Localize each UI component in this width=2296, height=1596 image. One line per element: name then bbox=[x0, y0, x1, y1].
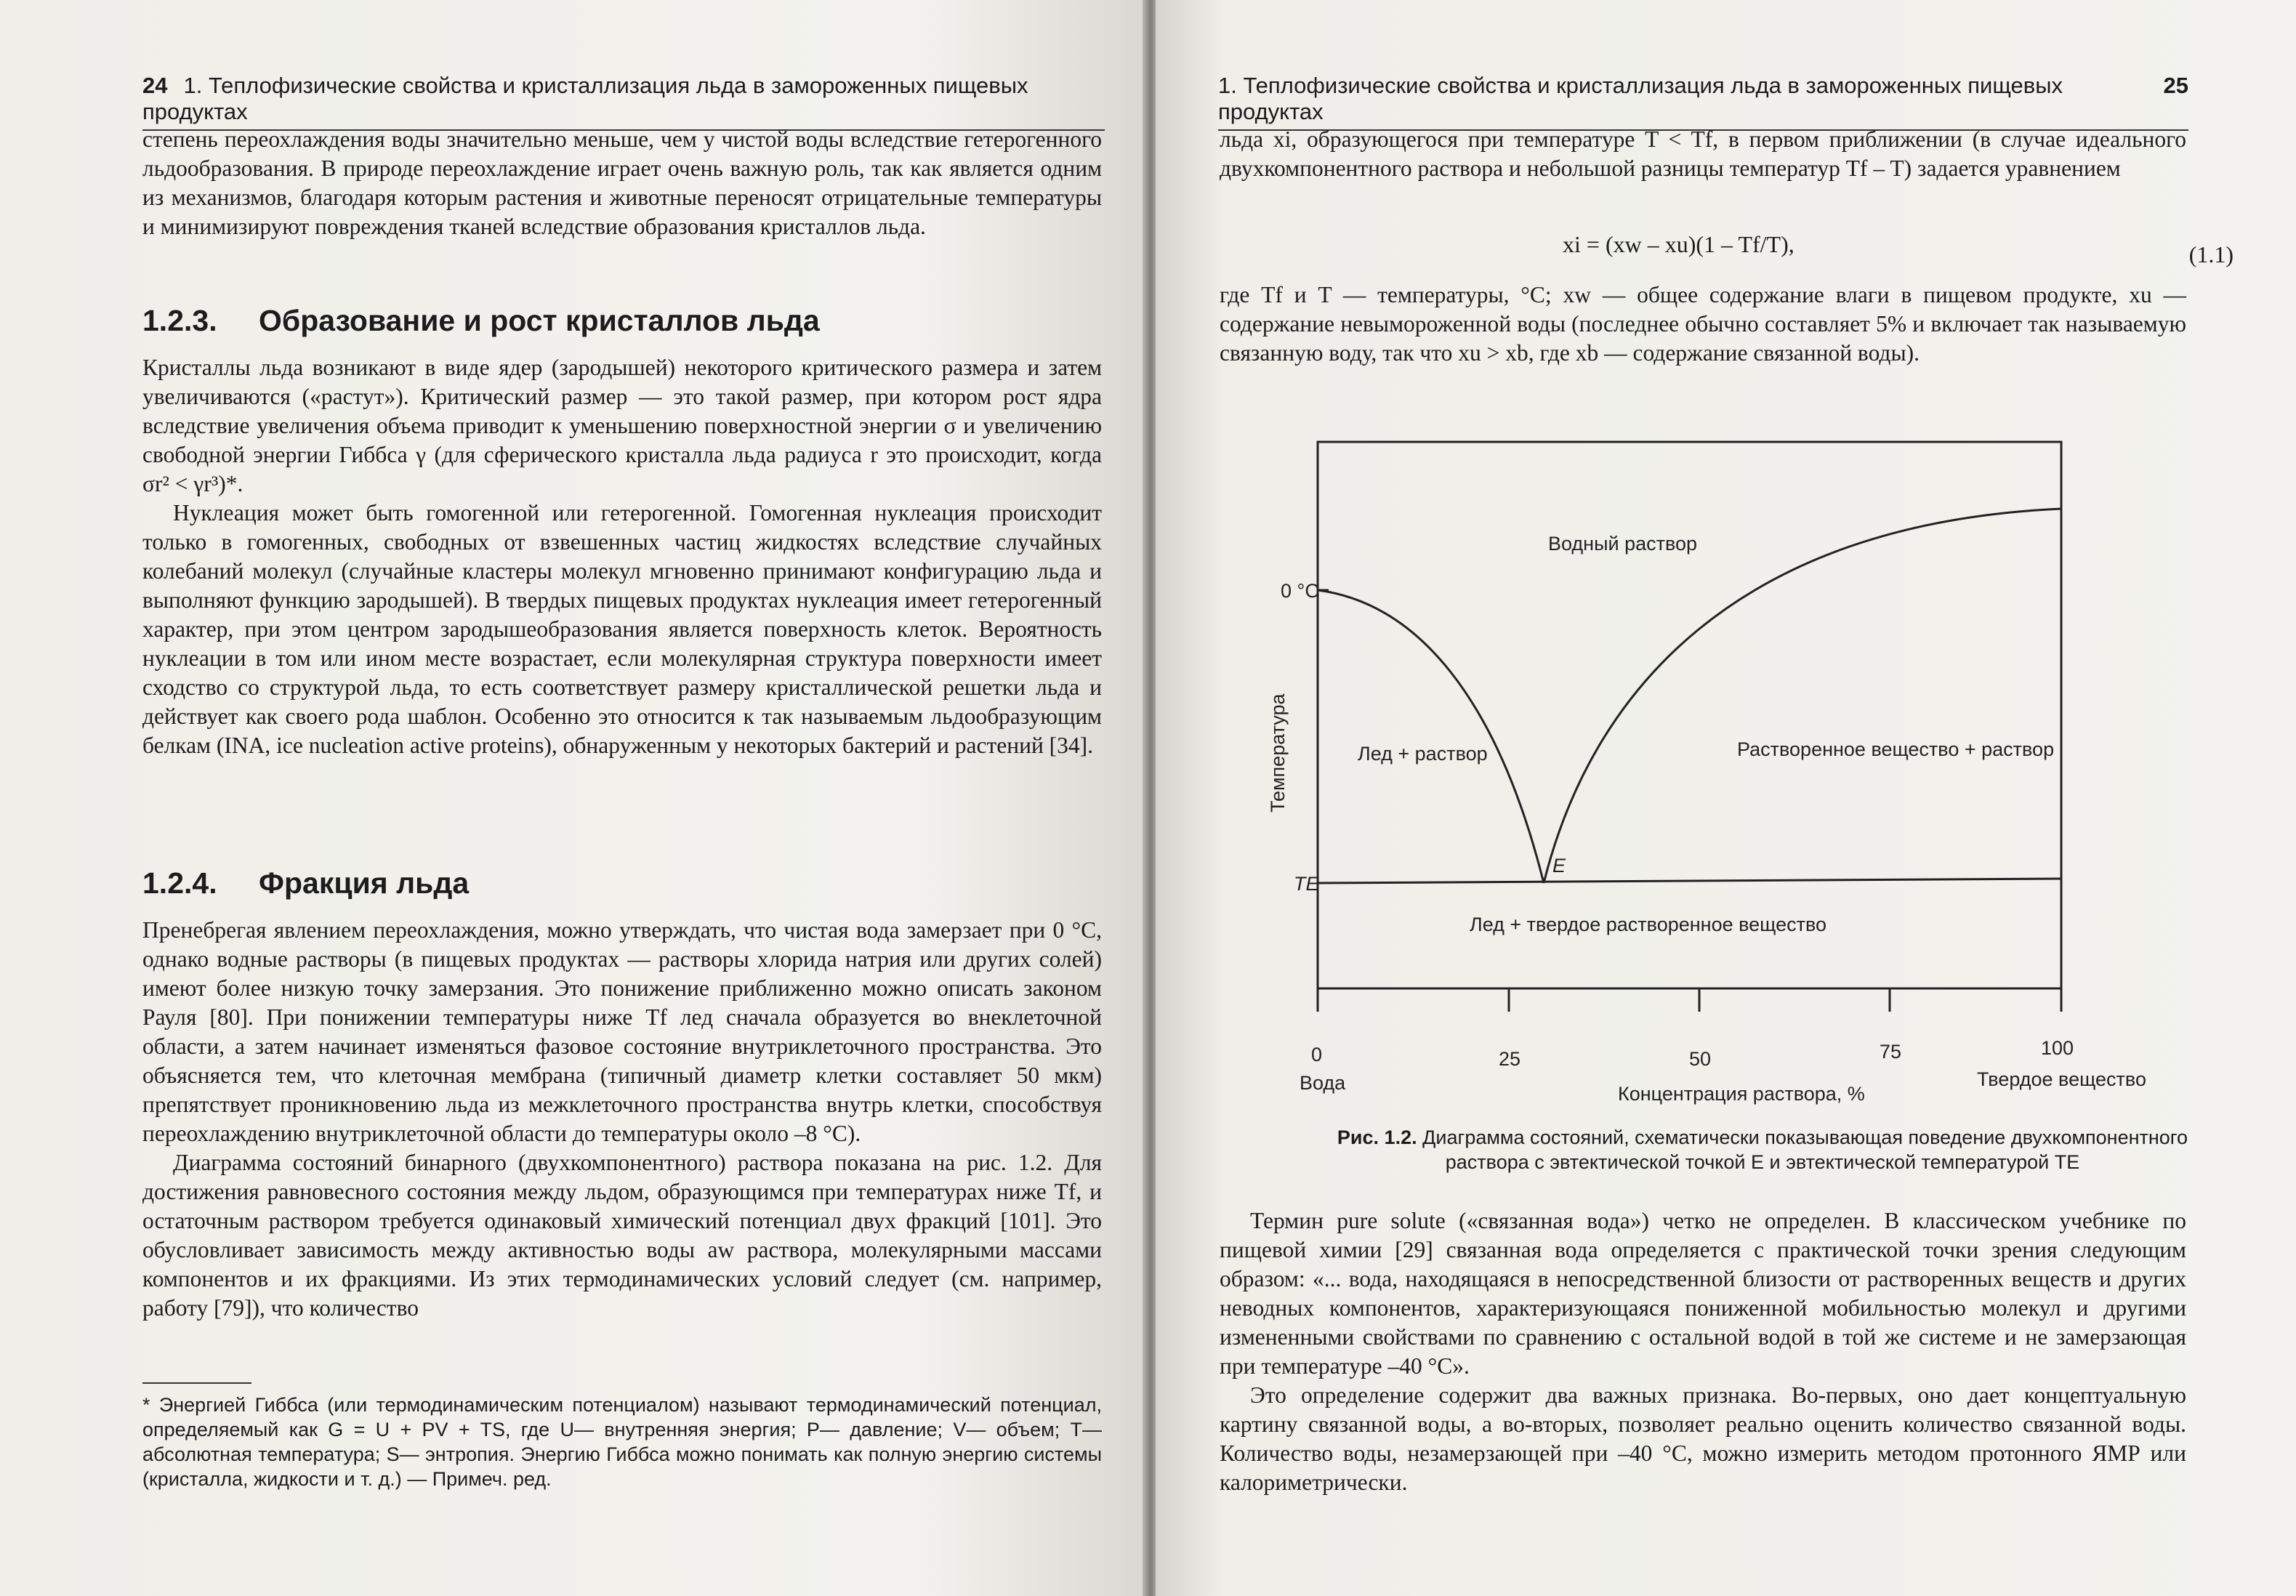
te-label: TE bbox=[1294, 873, 1319, 895]
right-paragraph-3 bbox=[1220, 1206, 2186, 1497]
x-tick-label-0: 0 bbox=[1311, 1044, 1323, 1065]
left-running-title: 1. Теплофизические свойства и кристаллизация льда в замороженных пищевых продуктах bbox=[142, 73, 1028, 124]
section-title: Фракция льда bbox=[259, 866, 470, 900]
x-tick-label-50: 50 bbox=[1689, 1048, 1712, 1070]
paragraph: льда xi, образующегося при температуре T < Tf, в первом приближении (в случае идеального двухкомпонентного раствора и небольшой разницы температур Tf – T) задается уравнением bbox=[1220, 126, 2186, 181]
paragraph: где Tf и T — температуры, °C; xw — общее содержание влаги в пищевом продукте, xu — содержание невымороженной воды (последнее обычно составляет 5% и включает так называемую связанную воду, так что xu > xb, где xb — содержание связанной воды). bbox=[1220, 282, 2186, 366]
region-ice-solid-label: Лед + твердое растворенное вещество bbox=[1470, 914, 1827, 935]
paragraph: Нуклеация может быть гомогенной или гетерогенной. Гомогенная нуклеация происходит только в гомогенных, свободных от взвешенных частиц жидкостях вследствие случайных колебаний молекул (случайные кластеры молекул мгновенно принимают конфигурацию льда и выполняют функцию зародышей). В твердых пищевых продуктах нуклеация имеет гетерогенный характер, при этом центром зародышеобразования является поверхность клеток. Вероятность нуклеации в том или ином месте возрастает, если молекулярная структура поверхности имеет сходство со структурой льда, то есть соответствует размеру кристаллической решетки льда и действует как своего рода шаблон. Особенно это относится к так называемым льдообразующим белкам (INA, ice nucleation active proteins), обнаруженным у некоторых бактерий и растений [34]. bbox=[142, 500, 1102, 758]
paragraph: Термин pure solute («связанная вода») четко не определен. В классическом учебнике по пищевой химии [29] связанная вода определяется с практической точки зрения следующим образом: «... вода, находящаяся в непосредственной близости от растворенных веществ и других неводных компонентов, характеризующаяся пониженной мобильностью молекул и другими измененными свойствами по сравнению с остальной водой в той же системе и не замерзающая при температуре –40 °C». bbox=[1220, 1208, 2186, 1379]
paragraph: Кристаллы льда возникают в виде ядер (зародышей) некоторого критического размера и затем увеличиваются («растут»). Критический размер — это такой размер, при котором рост ядра вследствие увеличения объема приводит к уменьшению поверхностной энергии σ и увеличению свободной энергии Гиббса γ (для сферического кристалла льда радиуса r это происходит, когда σr² < γr³)*. bbox=[142, 355, 1102, 496]
section-2-body bbox=[142, 916, 1102, 1323]
x-axis-label: Концентрация раствора, % bbox=[1618, 1083, 1865, 1105]
footnote-rule bbox=[142, 1382, 251, 1384]
eutectic-line bbox=[1318, 879, 2061, 883]
caption-text: Диаграмма состояний, схематически показывающая поведение двухкомпонентного раствора с эвтектической точкой E и эвтектической температурой TE bbox=[1422, 1127, 2188, 1173]
section-heading-1-2-4 bbox=[142, 866, 469, 900]
figure-caption bbox=[1323, 1125, 2202, 1174]
equation-number: (1.1) bbox=[2188, 241, 2233, 267]
section-heading-1-2-3 bbox=[142, 304, 820, 338]
x-tick-label-25: 25 bbox=[1499, 1048, 1521, 1070]
right-page-number: 25 bbox=[2163, 73, 2188, 98]
eutectic-point-label: E bbox=[1552, 855, 1566, 876]
section-number: 1.2.3. bbox=[142, 304, 217, 337]
intro-paragraph bbox=[142, 125, 1102, 241]
section-number: 1.2.4. bbox=[142, 866, 217, 900]
left-page-number: 24 bbox=[142, 73, 168, 98]
phase-diagram bbox=[1156, 0, 2296, 1134]
section-1-body bbox=[142, 353, 1102, 760]
right-running-title: 1. Теплофизические свойства и кристаллизация льда в замороженных пищевых продуктах bbox=[1218, 73, 2063, 124]
x-left-label: Вода bbox=[1300, 1072, 1346, 1094]
right-page bbox=[1156, 0, 2296, 1596]
paragraph: Диаграмма состояний бинарного (двухкомпонентного) раствора показана на рис. 1.2. Для достижения равновесного состояния между льдом, образующимся при температурах ниже Tf, и остаточным раствором требуется одинаковый химический потенциал двух фракций [101]. Это обусловливает зависимость между активностью воды aw раствора, молекулярными массами компонентов и их фракциями. Из этих термодинамических условий следует (см. например, работу [79]), что количество bbox=[142, 1150, 1102, 1321]
equation: xi = (xw – xu)(1 – Tf/T), bbox=[1563, 231, 1794, 257]
left-page bbox=[0, 0, 1145, 1596]
section-title: Образование и рост кристаллов льда bbox=[259, 304, 820, 337]
y-axis-label: Температура bbox=[1267, 693, 1289, 813]
x-tick-label-100: 100 bbox=[2041, 1037, 2074, 1059]
diagram-frame bbox=[1318, 442, 2061, 988]
region-aqueous-label: Водный раствор bbox=[1548, 533, 1698, 555]
caption-label: Рис. 1.2. bbox=[1337, 1127, 1417, 1148]
paragraph: Пренебрегая явлением переохлаждения, можно утверждать, что чистая вода замерзает при 0 °C, однако водные растворы (в пищевых продуктах — растворы хлорида натрия или других солей) имеют более низкую точку замерзания. Это понижение приближенно можно описать законом Рауля [80]. При понижении температуры ниже Tf лед сначала образуется во внеклеточной области, а затем начинает изменяться фазовое состояние внутриклеточного пространства. Это объясняется тем, что клеточная мембрана (типичный диаметр клетки составляет 50 мкм) препятствует проникновению льда из межклеточного пространства внутрь клетки, способствуя переохлаждению внутриклеточной области до температуры около –8 °C). bbox=[142, 917, 1102, 1146]
zero-c-label: 0 °C bbox=[1281, 580, 1319, 602]
ice-liquidus-curve bbox=[1318, 590, 1544, 883]
x-tick-label-75: 75 bbox=[1880, 1041, 1902, 1063]
intro-text: степень переохлаждения воды значительно меньше, чем у чистой воды вследствие гетерогенного льдообразования. В природе переохлаждение играет очень важную роль, так как является одним из механизмов, благодаря которым растения и животные переносят отрицательные температуры и минимизируют повреждения тканей вследствие образования кристаллов льда. bbox=[142, 126, 1102, 239]
region-ice-solution-label: Лед + раствор bbox=[1358, 743, 1488, 765]
solubility-curve bbox=[1544, 509, 2061, 883]
left-running-head bbox=[142, 73, 1105, 131]
x-right-label: Твердое вещество bbox=[1977, 1068, 2146, 1090]
region-solute-solution-label: Растворенное вещество + раствор bbox=[1737, 738, 2055, 760]
footnote: * Энергией Гиббса (или термодинамическим потенциалом) называют термодинамический потенциал, определяемый как G = U + PV + TS, где U— внутренняя энергия; P— давление; V— объем; T— абсолютная температура; S— энтропия. Энергию Гиббса можно понимать как полную энергию системы (кристалла, жидкости и т. д.) — Примеч. ред. bbox=[142, 1394, 1102, 1490]
paragraph: Это определение содержит два важных признака. Во-первых, оно дает концептуальную картину связанной воды, а во-вторых, позволяет реально оценить количество связанной воды. Количество воды, незамерзающей при –40 °C, можно измерить методом протонного ЯМР или калориметрически. bbox=[1220, 1382, 2186, 1495]
